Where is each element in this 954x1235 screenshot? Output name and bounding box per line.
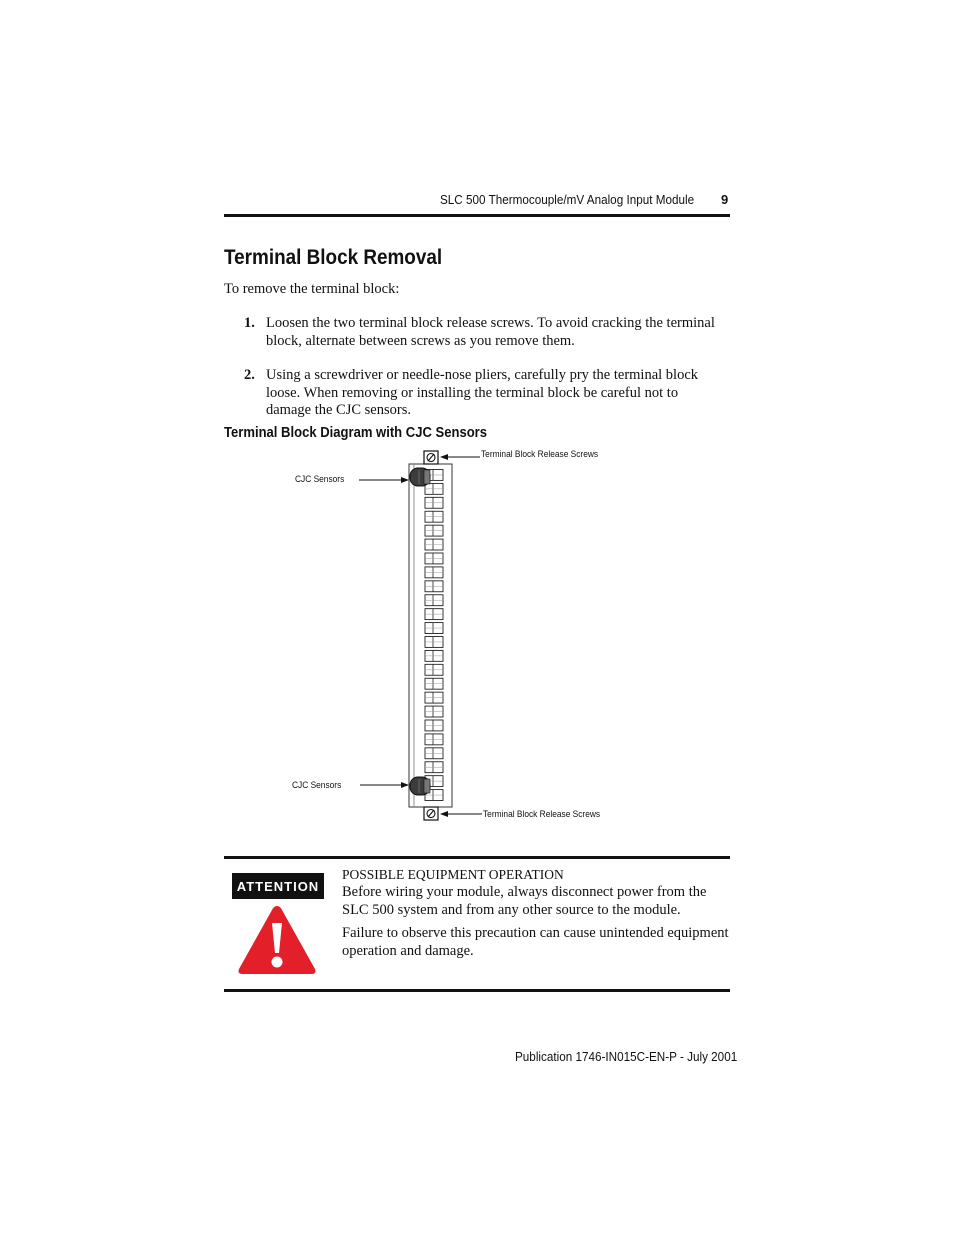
terminal-block-diagram	[280, 440, 640, 830]
attention-badge: ATTENTION	[232, 873, 324, 899]
release-screw-bottom	[424, 807, 438, 820]
attention-paragraph-2: Failure to observe this precaution can cause unintended equipment operation and damage.	[342, 925, 729, 959]
step-2-text: Using a screwdriver or needle-nose pliers, carefully pry the terminal block loose. When removing or installing the terminal block be careful not to damage the CJC sensors.	[266, 367, 699, 418]
terminal-cell	[425, 678, 443, 689]
terminal-cell	[425, 664, 443, 675]
terminal-cell	[425, 720, 443, 731]
label-release-screws-top: Terminal Block Release Screws	[481, 449, 599, 460]
publication-footer: Publication 1746-IN015C-EN-P - July 2001	[515, 1049, 738, 1064]
terminal-cell	[425, 734, 443, 745]
header-rule	[224, 214, 730, 217]
page-number: 9	[721, 192, 729, 207]
terminal-cell	[425, 650, 443, 661]
terminal-cell	[425, 539, 443, 550]
terminal-cell	[425, 567, 443, 578]
terminal-cell	[425, 497, 443, 508]
terminal-cell	[425, 692, 443, 703]
terminal-cell	[425, 609, 443, 620]
terminal-cell	[425, 553, 443, 564]
terminal-cell	[425, 623, 443, 634]
terminal-cell	[425, 581, 443, 592]
label-cjc-bottom: CJC Sensors	[292, 780, 342, 791]
cjc-sensor-bottom	[410, 777, 430, 795]
terminal-cell	[425, 525, 443, 536]
attention-rule-bottom	[224, 989, 730, 992]
attention-heading: POSSIBLE EQUIPMENT OPERATION	[342, 867, 564, 882]
terminal-cell	[425, 483, 443, 494]
terminal-cell	[425, 706, 443, 717]
attention-paragraph-1: Before wiring your module, always disconnect power from the SLC 500 system and from any other source to the module.	[342, 884, 707, 918]
terminal-cell	[425, 595, 443, 606]
step-2-number: 2.	[244, 367, 255, 383]
running-head: SLC 500 Thermocouple/mV Analog Input Module	[440, 192, 695, 207]
step-1-number: 1.	[244, 315, 255, 331]
release-screw-top	[424, 451, 438, 464]
terminal-cell	[425, 511, 443, 522]
section-title: Terminal Block Removal	[224, 246, 443, 269]
intro-text: To remove the terminal block:	[224, 281, 400, 297]
attention-rule-top	[224, 856, 730, 859]
terminal-cell	[425, 637, 443, 648]
label-cjc-top: CJC Sensors	[295, 474, 345, 485]
step-1-text: Loosen the two terminal block release screws. To avoid cracking the terminal block, alternate between screws as you remove them.	[266, 315, 715, 349]
label-release-screws-bottom: Terminal Block Release Screws	[483, 809, 601, 820]
cjc-sensor-top	[410, 468, 430, 486]
terminal-cell	[425, 748, 443, 759]
diagram-title: Terminal Block Diagram with CJC Sensors	[224, 425, 488, 441]
warning-triangle-icon	[236, 903, 318, 977]
terminal-cell	[425, 762, 443, 773]
